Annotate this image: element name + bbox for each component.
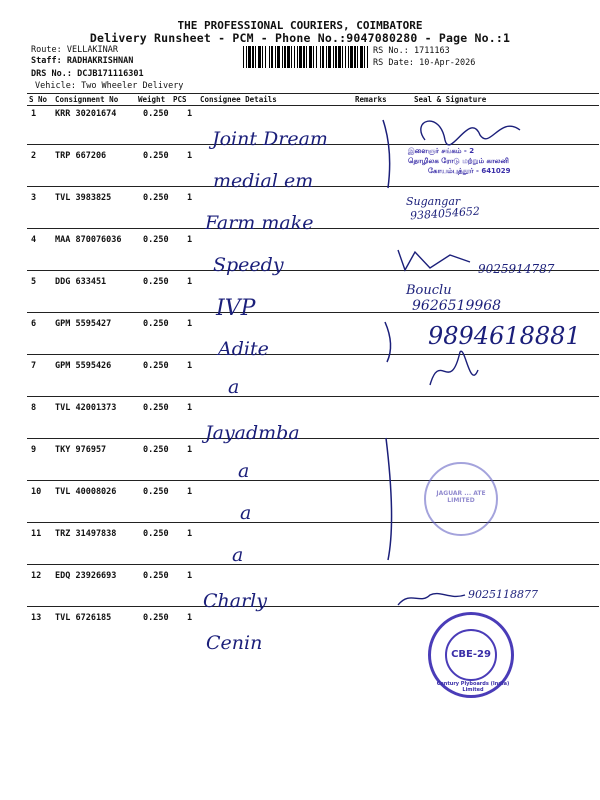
table-row: 5 DDG 633451 0.250 1 (31, 277, 193, 287)
barcode-bar (360, 46, 363, 68)
table-row: 12 EDQ 23926693 0.250 1 (31, 571, 193, 581)
handwritten-consignee: Jayadmba (205, 422, 300, 444)
handwritten-consignee: Charly (203, 590, 267, 612)
col-remarks: Remarks (355, 95, 387, 104)
barcode-bar (277, 46, 280, 68)
barcode-bar (338, 46, 341, 68)
handwritten-consignee: a (238, 460, 250, 482)
rs-no-value: 1711163 (413, 46, 450, 56)
vehicle-value: Two Wheeler Delivery (81, 81, 184, 91)
barcode-bar (258, 46, 261, 68)
rs-no-line: RS No.: 1711163 (373, 46, 450, 56)
signature-name: Bouclu (406, 283, 452, 298)
col-consignment: Consignment No (55, 95, 119, 104)
drs-line: DRS No.: DCJB171116301 (31, 69, 144, 79)
handwritten-consignee: Farm make (205, 212, 314, 234)
barcode-bar (243, 46, 244, 68)
barcode-bar (297, 46, 298, 68)
signature-phone: 9025914787 (478, 262, 555, 276)
barcode-bar (299, 46, 302, 68)
drs-value: DCJB171116301 (77, 69, 144, 79)
runsheet-subtitle: Delivery Runsheet - PCM - Phone No.:9047080280 - Page No.:1 (89, 31, 511, 45)
handwritten-consignee: a (240, 502, 252, 524)
rs-date-value: 10-Apr-2026 (419, 58, 476, 68)
rs-date-line: RS Date: 10-Apr-2026 (373, 58, 476, 68)
barcode-bar (326, 46, 327, 68)
table-row: 9 TKY 976957 0.250 1 (31, 445, 193, 455)
company-seal: JAGUAR ... ATE LIMITED (424, 462, 498, 536)
barcode-bar (287, 46, 290, 68)
signature-name: Sugangar (406, 195, 461, 208)
barcode-bar (333, 46, 334, 68)
barcode-bar (313, 46, 314, 68)
table-row: 1 KRR 30201674 0.250 1 (31, 109, 193, 119)
barcode-bar (316, 46, 317, 68)
barcode-bar (348, 46, 349, 68)
barcode-bar (303, 46, 305, 68)
row-rule (27, 312, 599, 313)
table-row: 3 TVL 3983825 0.250 1 (31, 193, 193, 203)
handwritten-consignee: Joint Dream (212, 128, 328, 150)
barcode-bar (367, 46, 368, 68)
header-top-rule (27, 93, 599, 94)
barcode-bar (252, 46, 254, 68)
route-value: VELLAKINAR (66, 45, 119, 55)
handwritten-consignee-extra: Cenin (206, 632, 263, 654)
century-plyboards-seal: CBE-29 Century Plyboards (India) Limited (428, 612, 514, 698)
barcode-bar (320, 46, 321, 68)
barcode-bar (306, 46, 307, 68)
barcode-bar (322, 46, 324, 68)
table-row: 11 TRZ 31497838 0.250 1 (31, 529, 193, 539)
vehicle-line: Vehicle: Two Wheeler Delivery (35, 81, 184, 91)
barcode-bar (364, 46, 365, 68)
staff-line: Staff: RADHAKRISHNAN (31, 56, 134, 66)
row-rule (27, 354, 599, 355)
barcode-bar (294, 46, 295, 68)
company-title: THE PROFESSIONAL COURIERS, COIMBATORE (177, 19, 423, 32)
handwritten-consignee: a (228, 376, 240, 398)
barcode-bar (357, 46, 358, 68)
table-row: 2 TRP 667206 0.250 1 (31, 151, 193, 161)
table-row: 4 MAA 870076036 0.250 1 (31, 235, 193, 245)
barcode-bar (335, 46, 337, 68)
route-line: Route: VELLAKINAR (31, 45, 119, 55)
signature-phone: 9626519968 (412, 298, 502, 314)
handwritten-consignee: Speedy (213, 254, 284, 276)
handwritten-consignee: IVP (216, 296, 256, 321)
signature-phone: 9384054652 (409, 204, 481, 223)
table-row: 10 TVL 40008026 0.250 1 (31, 487, 193, 497)
barcode-bar (282, 46, 283, 68)
col-sno: S No (29, 95, 48, 104)
table-row: 8 TVL 42001373 0.250 1 (31, 403, 193, 413)
barcode-bar (265, 46, 266, 68)
staff-value: RADHAKRISHNAN (66, 56, 134, 66)
barcode-bar (350, 46, 353, 68)
barcode-bar (328, 46, 331, 68)
barcode-bar (284, 46, 286, 68)
handwritten-consignee: medial em (213, 170, 314, 192)
table-row: 6 GPM 5595427 0.250 1 (31, 319, 193, 329)
row-rule (27, 606, 599, 607)
row-rule (27, 564, 599, 565)
row-rule (27, 480, 599, 481)
row-rule (27, 522, 599, 523)
barcode-bar (345, 46, 346, 68)
barcode-bar (255, 46, 256, 68)
handwritten-consignee: Adite (218, 338, 269, 360)
barcode-bar (342, 46, 343, 68)
barcode (243, 46, 370, 68)
barcode-bar (354, 46, 356, 68)
header-bottom-rule (27, 105, 599, 106)
signature-phone: 9025118877 (468, 588, 538, 601)
barcode-bar (269, 46, 270, 68)
col-consignee: Consignee Details (200, 95, 277, 104)
barcode-bar (275, 46, 276, 68)
barcode-bar (309, 46, 312, 68)
barcode-bar (248, 46, 251, 68)
row-rule (27, 438, 599, 439)
col-pcs: PCS (173, 95, 187, 104)
col-seal: Seal & Signature (414, 95, 487, 104)
table-row: 7 GPM 5595426 0.250 1 (31, 361, 193, 371)
table-row: 13 TVL 6726185 0.250 1 (31, 613, 193, 623)
row-rule (27, 396, 599, 397)
barcode-bar (291, 46, 292, 68)
signature-phone: 9894618881 (428, 322, 581, 350)
handwritten-consignee: a (232, 544, 244, 566)
col-weight: Weight (138, 95, 166, 104)
barcode-bar (271, 46, 273, 68)
barcode-bar (262, 46, 263, 68)
barcode-bar (246, 46, 247, 68)
tamil-stamp: இளைஞர் சங்கம் - 2 தொழிலக ரோடு மற்றும் காலனி கோயம்புத்தூர் - 641029 (408, 147, 511, 175)
